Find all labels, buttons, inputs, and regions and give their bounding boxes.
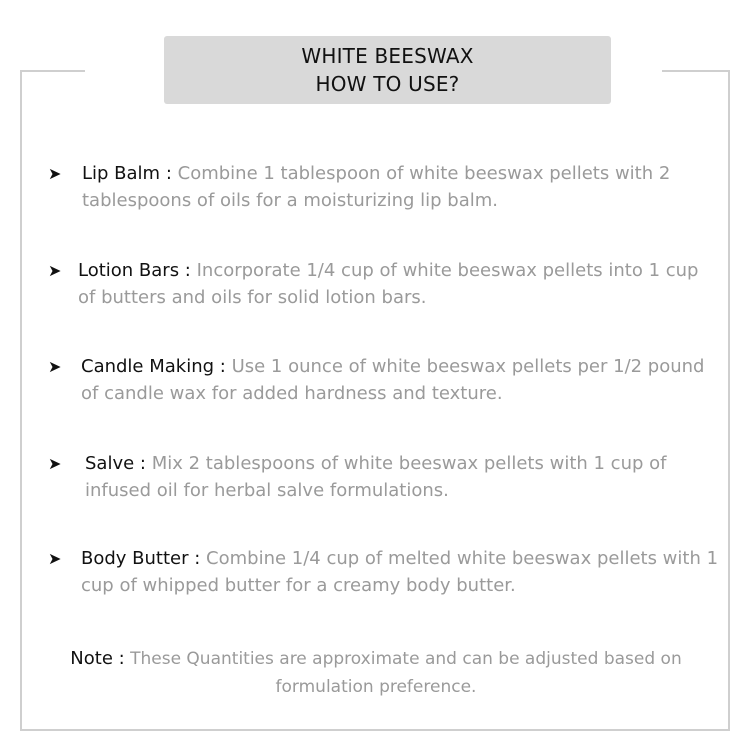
- frame-border-top-left: [20, 70, 85, 72]
- arrow-right-icon: ➤: [48, 357, 62, 376]
- usage-item-text: Incorporate 1/4 cup of white beeswax pellets into 1 cup of butters and oils for solid lotion bars.: [78, 260, 699, 308]
- usage-item-text: Combine 1/4 cup of melted white beeswax pellets with 1 cup of whipped butter for a creamy body butter.: [81, 548, 719, 596]
- usage-item-label: Lip Balm :: [82, 163, 172, 184]
- usage-item-label: Salve :: [85, 453, 146, 474]
- note-paragraph: [40, 645, 712, 701]
- arrow-right-icon: ➤: [48, 454, 62, 473]
- usage-item-text: Mix 2 tablespoons of white beeswax pellets with 1 cup of infused oil for herbal salve formulations.: [85, 453, 667, 501]
- usage-item-text: Combine 1 tablespoon of white beeswax pellets with 2 tablespoons of oils for a moisturizing lip balm.: [82, 163, 671, 211]
- title-line-2: HOW TO USE?: [315, 72, 460, 96]
- arrow-right-icon: ➤: [48, 549, 62, 568]
- frame-border-bottom: [20, 729, 730, 731]
- title-banner: [164, 36, 611, 104]
- frame-border-left: [20, 70, 22, 731]
- frame-border-right: [728, 70, 730, 731]
- usage-item-text: Use 1 ounce of white beeswax pellets per 1/2 pound of candle wax for added hardness and texture.: [81, 356, 705, 404]
- arrow-right-icon: ➤: [48, 261, 62, 280]
- note-text: These Quantities are approximate and can be adjusted based on formulation preference.: [130, 649, 682, 697]
- usage-item-label: Lotion Bars :: [78, 260, 191, 281]
- frame-border-top-right: [662, 70, 730, 72]
- title-line-1: WHITE BEESWAX: [301, 44, 474, 68]
- usage-item-label: Candle Making :: [81, 356, 226, 377]
- note-label: Note :: [70, 648, 125, 669]
- usage-item-label: Body Butter :: [81, 548, 201, 569]
- arrow-right-icon: ➤: [48, 164, 62, 183]
